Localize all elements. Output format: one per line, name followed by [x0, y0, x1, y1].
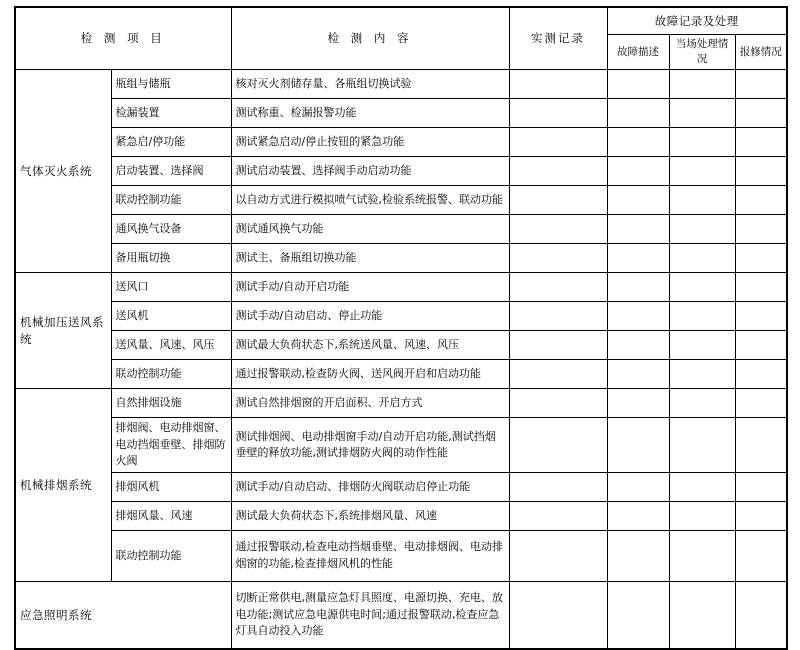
table-row: [15, 302, 787, 331]
table-row: [15, 273, 787, 302]
table-row: [15, 128, 787, 157]
table-row: [15, 70, 787, 99]
record-cell[interactable]: [509, 331, 607, 360]
content-cell: 测试主、备瓶组切换功能: [231, 244, 509, 273]
content-cell: 测试自然排烟窗的开启面积、开启方式: [231, 389, 509, 418]
table-row: [15, 581, 787, 649]
fault-desc-cell[interactable]: [607, 360, 669, 389]
table-header: [15, 7, 787, 70]
onsite-cell[interactable]: [669, 215, 735, 244]
record-cell[interactable]: [509, 418, 607, 473]
repair-cell[interactable]: [735, 186, 787, 215]
item-cell: 送风量、风速、风压: [111, 331, 231, 360]
category-cell: 应急照明系统: [15, 581, 231, 649]
table-row: [15, 530, 787, 581]
item-cell: 检漏装置: [111, 99, 231, 128]
onsite-cell[interactable]: [669, 530, 735, 581]
onsite-cell[interactable]: [669, 157, 735, 186]
repair-cell[interactable]: [735, 472, 787, 501]
repair-cell[interactable]: [735, 70, 787, 99]
content-cell: 测试通风换气功能: [231, 215, 509, 244]
onsite-cell[interactable]: [669, 99, 735, 128]
header-content: 检 测 内 容: [231, 7, 509, 70]
content-cell: 测试称重、检漏报警功能: [231, 99, 509, 128]
record-cell[interactable]: [509, 581, 607, 649]
item-cell: 瓶组与储瓶: [111, 70, 231, 99]
table-row: [15, 501, 787, 530]
content-cell: 测试手动/自动启动、排烟防火阀联动启停止功能: [231, 472, 509, 501]
record-cell[interactable]: [509, 99, 607, 128]
inspection-table: [14, 6, 788, 650]
record-cell[interactable]: [509, 501, 607, 530]
repair-cell[interactable]: [735, 389, 787, 418]
fault-desc-cell[interactable]: [607, 389, 669, 418]
record-cell[interactable]: [509, 302, 607, 331]
content-cell: 通过报警联动,检查电动挡烟垂壁、电动排烟阀、电动排烟窗的功能,检查排烟风机的性能: [231, 530, 509, 581]
repair-cell[interactable]: [735, 501, 787, 530]
item-cell: 自然排烟设施: [111, 389, 231, 418]
fault-desc-cell[interactable]: [607, 302, 669, 331]
onsite-cell[interactable]: [669, 244, 735, 273]
record-cell[interactable]: [509, 157, 607, 186]
fault-desc-cell[interactable]: [607, 530, 669, 581]
onsite-cell[interactable]: [669, 302, 735, 331]
fault-desc-cell[interactable]: [607, 418, 669, 473]
table-row: [15, 331, 787, 360]
item-cell: 联动控制功能: [111, 530, 231, 581]
category-cell: 机械排烟系统: [15, 389, 111, 582]
onsite-cell[interactable]: [669, 273, 735, 302]
content-cell: 测试启动装置、选择阀手动启动功能: [231, 157, 509, 186]
header-item: 检 测 项 目: [15, 7, 231, 70]
onsite-cell[interactable]: [669, 331, 735, 360]
record-cell[interactable]: [509, 244, 607, 273]
table-row: [15, 472, 787, 501]
item-cell: 紧急启/停功能: [111, 128, 231, 157]
table-row: [15, 360, 787, 389]
content-cell: 切断正常供电,测量应急灯具照度、电源切换、充电、放电功能;测试应急电源供电时间;通过报警联动,检查应急灯具自动投入功能: [231, 581, 509, 649]
fault-desc-cell[interactable]: [607, 273, 669, 302]
record-cell[interactable]: [509, 128, 607, 157]
category-cell: 机械加压送风系统: [15, 273, 111, 389]
content-cell: 测试紧急启动/停止按钮的紧急功能: [231, 128, 509, 157]
content-cell: 测试最大负荷状态下,系统排烟风量、风速: [231, 501, 509, 530]
repair-cell[interactable]: [735, 244, 787, 273]
record-cell[interactable]: [509, 360, 607, 389]
fault-desc-cell[interactable]: [607, 472, 669, 501]
fault-desc-cell[interactable]: [607, 157, 669, 186]
fault-desc-cell[interactable]: [607, 70, 669, 99]
content-cell: 测试手动/自动开启功能: [231, 273, 509, 302]
onsite-cell[interactable]: [669, 418, 735, 473]
item-cell: 送风机: [111, 302, 231, 331]
repair-cell[interactable]: [735, 128, 787, 157]
item-cell: 联动控制功能: [111, 186, 231, 215]
content-cell: 通过报警联动,检查防火阀、送风阀开启和启动功能: [231, 360, 509, 389]
repair-cell[interactable]: [735, 157, 787, 186]
table-row: [15, 157, 787, 186]
header-onsite: 当场处理情况: [669, 35, 735, 70]
table-row: [15, 215, 787, 244]
record-cell[interactable]: [509, 215, 607, 244]
onsite-cell[interactable]: [669, 472, 735, 501]
table-row: [15, 389, 787, 418]
item-cell: 排烟阀、电动排烟窗、电动挡烟垂壁、排烟防火阀: [111, 418, 231, 473]
table-row: [15, 99, 787, 128]
record-cell[interactable]: [509, 186, 607, 215]
repair-cell[interactable]: [735, 273, 787, 302]
onsite-cell[interactable]: [669, 360, 735, 389]
onsite-cell[interactable]: [669, 70, 735, 99]
fault-desc-cell[interactable]: [607, 99, 669, 128]
repair-cell[interactable]: [735, 581, 787, 649]
table-body: [15, 70, 787, 649]
onsite-cell[interactable]: [669, 389, 735, 418]
category-cell: 气体灭火系统: [15, 70, 111, 273]
repair-cell[interactable]: [735, 99, 787, 128]
header-repair: 报修情况: [735, 35, 787, 70]
repair-cell[interactable]: [735, 215, 787, 244]
item-cell: 备用瓶切换: [111, 244, 231, 273]
content-cell: 测试排烟阀、电动排烟窗手动/自动开启功能,测试挡烟垂壁的释放功能,测试排烟防火阀的动作性能: [231, 418, 509, 473]
item-cell: 启动装置、选择阀: [111, 157, 231, 186]
record-cell[interactable]: [509, 273, 607, 302]
onsite-cell[interactable]: [669, 186, 735, 215]
table-row: [15, 244, 787, 273]
content-cell: 测试手动/自动启动、停止功能: [231, 302, 509, 331]
record-cell[interactable]: [509, 530, 607, 581]
item-cell: 送风口: [111, 273, 231, 302]
repair-cell[interactable]: [735, 360, 787, 389]
record-cell[interactable]: [509, 472, 607, 501]
repair-cell[interactable]: [735, 530, 787, 581]
table-row: [15, 418, 787, 473]
table-row: [15, 186, 787, 215]
repair-cell[interactable]: [735, 331, 787, 360]
fault-desc-cell[interactable]: [607, 331, 669, 360]
repair-cell[interactable]: [735, 302, 787, 331]
record-cell[interactable]: [509, 389, 607, 418]
header-fault-desc: 故障描述: [607, 35, 669, 70]
content-cell: 测试最大负荷状态下,系统送风量、风速、风压: [231, 331, 509, 360]
item-cell: 排烟风机: [111, 472, 231, 501]
onsite-cell[interactable]: [669, 128, 735, 157]
fault-desc-cell[interactable]: [607, 128, 669, 157]
item-cell: 排烟风量、风速: [111, 501, 231, 530]
repair-cell[interactable]: [735, 418, 787, 473]
fault-desc-cell[interactable]: [607, 215, 669, 244]
table-header-row-1: [15, 7, 787, 35]
item-cell: 联动控制功能: [111, 360, 231, 389]
fault-desc-cell[interactable]: [607, 501, 669, 530]
fault-desc-cell[interactable]: [607, 244, 669, 273]
content-cell: 以自动方式进行模拟喷气试验,检验系统报警、联动功能: [231, 186, 509, 215]
onsite-cell[interactable]: [669, 581, 735, 649]
record-cell[interactable]: [509, 70, 607, 99]
item-cell: 通风换气设备: [111, 215, 231, 244]
header-fault-group: 故障记录及处理: [607, 7, 787, 35]
onsite-cell[interactable]: [669, 501, 735, 530]
content-cell: 核对灭火剂储存量、各瓶组切换试验: [231, 70, 509, 99]
inspection-form-sheet: [0, 6, 800, 638]
fault-desc-cell[interactable]: [607, 186, 669, 215]
fault-desc-cell[interactable]: [607, 581, 669, 649]
header-record: 实测记录: [509, 7, 607, 70]
